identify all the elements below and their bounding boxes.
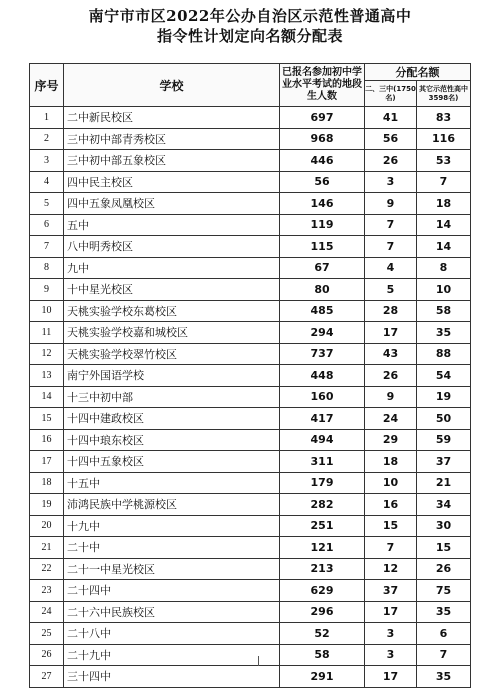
row-alloc-er-san: 10: [365, 472, 417, 494]
table-row: [30, 279, 471, 301]
row-school: 四中民主校区: [64, 171, 280, 193]
row-alloc-other: 6: [417, 623, 471, 645]
row-seq: 24: [30, 601, 64, 623]
row-seq: 3: [30, 150, 64, 172]
row-school: 十四中建政校区: [64, 408, 280, 430]
row-student-count: 296: [280, 601, 365, 623]
row-student-count: 56: [280, 171, 365, 193]
row-alloc-other: 116: [417, 128, 471, 150]
row-student-count: 251: [280, 515, 365, 537]
row-seq: 12: [30, 343, 64, 365]
row-alloc-er-san: 29: [365, 429, 417, 451]
row-student-count: 119: [280, 214, 365, 236]
table-row: [30, 322, 471, 344]
header-sub-er-san-zhong: 二、三中(1750名): [365, 81, 417, 107]
row-school: 二中新民校区: [64, 107, 280, 129]
row-seq: 20: [30, 515, 64, 537]
row-student-count: 294: [280, 322, 365, 344]
row-school: 十九中: [64, 515, 280, 537]
row-alloc-er-san: 3: [365, 623, 417, 645]
row-school: 二十九中: [64, 644, 280, 666]
table-row: [30, 193, 471, 215]
row-school: 沛鸿民族中学桃源校区: [64, 494, 280, 516]
row-school: 二十四中: [64, 580, 280, 602]
row-alloc-other: 21: [417, 472, 471, 494]
row-student-count: 179: [280, 472, 365, 494]
row-student-count: 311: [280, 451, 365, 473]
row-school: 二十一中星光校区: [64, 558, 280, 580]
row-alloc-other: 19: [417, 386, 471, 408]
row-student-count: 58: [280, 644, 365, 666]
row-student-count: 146: [280, 193, 365, 215]
row-seq: 25: [30, 623, 64, 645]
row-student-count: 115: [280, 236, 365, 258]
header-school: 学校: [64, 64, 280, 107]
table-row: [30, 408, 471, 430]
row-alloc-other: 54: [417, 365, 471, 387]
row-alloc-er-san: 17: [365, 666, 417, 688]
row-seq: 1: [30, 107, 64, 129]
table-row: [30, 623, 471, 645]
header-seq: 序号: [30, 64, 64, 107]
row-alloc-other: 35: [417, 666, 471, 688]
row-seq: 13: [30, 365, 64, 387]
header-sub-other-schools: 其它示范性高中3598名): [417, 81, 471, 107]
row-alloc-er-san: 12: [365, 558, 417, 580]
row-student-count: 121: [280, 537, 365, 559]
row-student-count: 291: [280, 666, 365, 688]
row-alloc-other: 35: [417, 322, 471, 344]
row-alloc-other: 83: [417, 107, 471, 129]
row-school: 二十中: [64, 537, 280, 559]
table-row: [30, 150, 471, 172]
table-row: [30, 343, 471, 365]
row-student-count: 737: [280, 343, 365, 365]
row-school: 南宁外国语学校: [64, 365, 280, 387]
table-row: [30, 537, 471, 559]
title-line-1: 南宁市市区2022年公办自治区示范性普通高中: [88, 7, 412, 25]
table-row: [30, 236, 471, 258]
row-student-count: 80: [280, 279, 365, 301]
table-row: [30, 365, 471, 387]
row-school: 三中初中部青秀校区: [64, 128, 280, 150]
row-alloc-other: 58: [417, 300, 471, 322]
row-student-count: 494: [280, 429, 365, 451]
allocation-table: [29, 63, 471, 688]
row-alloc-er-san: 3: [365, 171, 417, 193]
row-alloc-er-san: 56: [365, 128, 417, 150]
row-alloc-er-san: 5: [365, 279, 417, 301]
row-alloc-er-san: 41: [365, 107, 417, 129]
row-school: 二十六中民族校区: [64, 601, 280, 623]
row-alloc-er-san: 4: [365, 257, 417, 279]
row-school: 十三中初中部: [64, 386, 280, 408]
row-student-count: 629: [280, 580, 365, 602]
table-row: [30, 472, 471, 494]
row-alloc-other: 7: [417, 171, 471, 193]
table-row: [30, 558, 471, 580]
row-student-count: 52: [280, 623, 365, 645]
row-student-count: 160: [280, 386, 365, 408]
row-alloc-er-san: 26: [365, 150, 417, 172]
row-seq: 6: [30, 214, 64, 236]
row-student-count: 968: [280, 128, 365, 150]
row-seq: 17: [30, 451, 64, 473]
row-student-count: 417: [280, 408, 365, 430]
table-row: [30, 666, 471, 688]
row-school: 天桃实验学校嘉和城校区: [64, 322, 280, 344]
row-school: 二十八中: [64, 623, 280, 645]
row-school: 十五中: [64, 472, 280, 494]
row-alloc-er-san: 7: [365, 214, 417, 236]
row-alloc-er-san: 28: [365, 300, 417, 322]
table-row: [30, 214, 471, 236]
row-alloc-er-san: 7: [365, 537, 417, 559]
row-alloc-other: 75: [417, 580, 471, 602]
row-alloc-other: 14: [417, 214, 471, 236]
row-seq: 8: [30, 257, 64, 279]
row-alloc-er-san: 17: [365, 322, 417, 344]
row-seq: 22: [30, 558, 64, 580]
table-row: [30, 601, 471, 623]
row-student-count: 67: [280, 257, 365, 279]
table-body: [30, 107, 471, 688]
row-alloc-er-san: 15: [365, 515, 417, 537]
row-alloc-other: 10: [417, 279, 471, 301]
title-line-2: 指令性计划定向名额分配表: [156, 27, 343, 45]
row-seq: 9: [30, 279, 64, 301]
row-alloc-er-san: 17: [365, 601, 417, 623]
row-alloc-other: 35: [417, 601, 471, 623]
header-student-count: 已报名参加初中学业水平考试的地段生人数: [280, 64, 365, 107]
row-alloc-er-san: 24: [365, 408, 417, 430]
row-alloc-other: 88: [417, 343, 471, 365]
row-seq: 15: [30, 408, 64, 430]
row-student-count: 448: [280, 365, 365, 387]
page-mark: [258, 656, 259, 666]
table-row: [30, 107, 471, 129]
row-alloc-other: 50: [417, 408, 471, 430]
row-school: 三中初中部五象校区: [64, 150, 280, 172]
row-alloc-other: 37: [417, 451, 471, 473]
row-seq: 19: [30, 494, 64, 516]
row-alloc-er-san: 9: [365, 193, 417, 215]
row-alloc-other: 8: [417, 257, 471, 279]
row-seq: 11: [30, 322, 64, 344]
table-row: [30, 128, 471, 150]
row-alloc-er-san: 37: [365, 580, 417, 602]
row-alloc-er-san: 3: [365, 644, 417, 666]
table-row: [30, 494, 471, 516]
row-student-count: 282: [280, 494, 365, 516]
row-school: 九中: [64, 257, 280, 279]
row-seq: 16: [30, 429, 64, 451]
row-school: 五中: [64, 214, 280, 236]
row-seq: 27: [30, 666, 64, 688]
row-school: 三十四中: [64, 666, 280, 688]
table-row: [30, 171, 471, 193]
row-school: 十四中琅东校区: [64, 429, 280, 451]
row-seq: 10: [30, 300, 64, 322]
row-alloc-other: 53: [417, 150, 471, 172]
row-school: 十中星光校区: [64, 279, 280, 301]
row-alloc-other: 30: [417, 515, 471, 537]
row-school: 十四中五象校区: [64, 451, 280, 473]
row-alloc-er-san: 18: [365, 451, 417, 473]
row-seq: 14: [30, 386, 64, 408]
document-title: [0, 6, 500, 46]
row-alloc-other: 18: [417, 193, 471, 215]
row-alloc-er-san: 9: [365, 386, 417, 408]
row-seq: 5: [30, 193, 64, 215]
row-alloc-er-san: 43: [365, 343, 417, 365]
row-seq: 2: [30, 128, 64, 150]
row-alloc-er-san: 26: [365, 365, 417, 387]
table-row: [30, 515, 471, 537]
row-student-count: 446: [280, 150, 365, 172]
row-school: 天桃实验学校东葛校区: [64, 300, 280, 322]
row-seq: 7: [30, 236, 64, 258]
table-row: [30, 429, 471, 451]
row-seq: 26: [30, 644, 64, 666]
table-row: [30, 451, 471, 473]
row-alloc-er-san: 16: [365, 494, 417, 516]
table-row: [30, 644, 471, 666]
row-seq: 18: [30, 472, 64, 494]
row-alloc-other: 7: [417, 644, 471, 666]
table-row: [30, 257, 471, 279]
row-student-count: 213: [280, 558, 365, 580]
row-alloc-other: 14: [417, 236, 471, 258]
table-row: [30, 580, 471, 602]
row-alloc-er-san: 7: [365, 236, 417, 258]
row-school: 天桃实验学校翠竹校区: [64, 343, 280, 365]
row-student-count: 697: [280, 107, 365, 129]
row-alloc-other: 34: [417, 494, 471, 516]
row-seq: 4: [30, 171, 64, 193]
row-seq: 23: [30, 580, 64, 602]
header-allocation: 分配名额: [365, 64, 471, 81]
row-student-count: 485: [280, 300, 365, 322]
row-alloc-other: 26: [417, 558, 471, 580]
table-row: [30, 386, 471, 408]
table-row: [30, 300, 471, 322]
row-alloc-other: 15: [417, 537, 471, 559]
row-school: 四中五象凤凰校区: [64, 193, 280, 215]
row-alloc-other: 59: [417, 429, 471, 451]
row-seq: 21: [30, 537, 64, 559]
row-school: 八中明秀校区: [64, 236, 280, 258]
